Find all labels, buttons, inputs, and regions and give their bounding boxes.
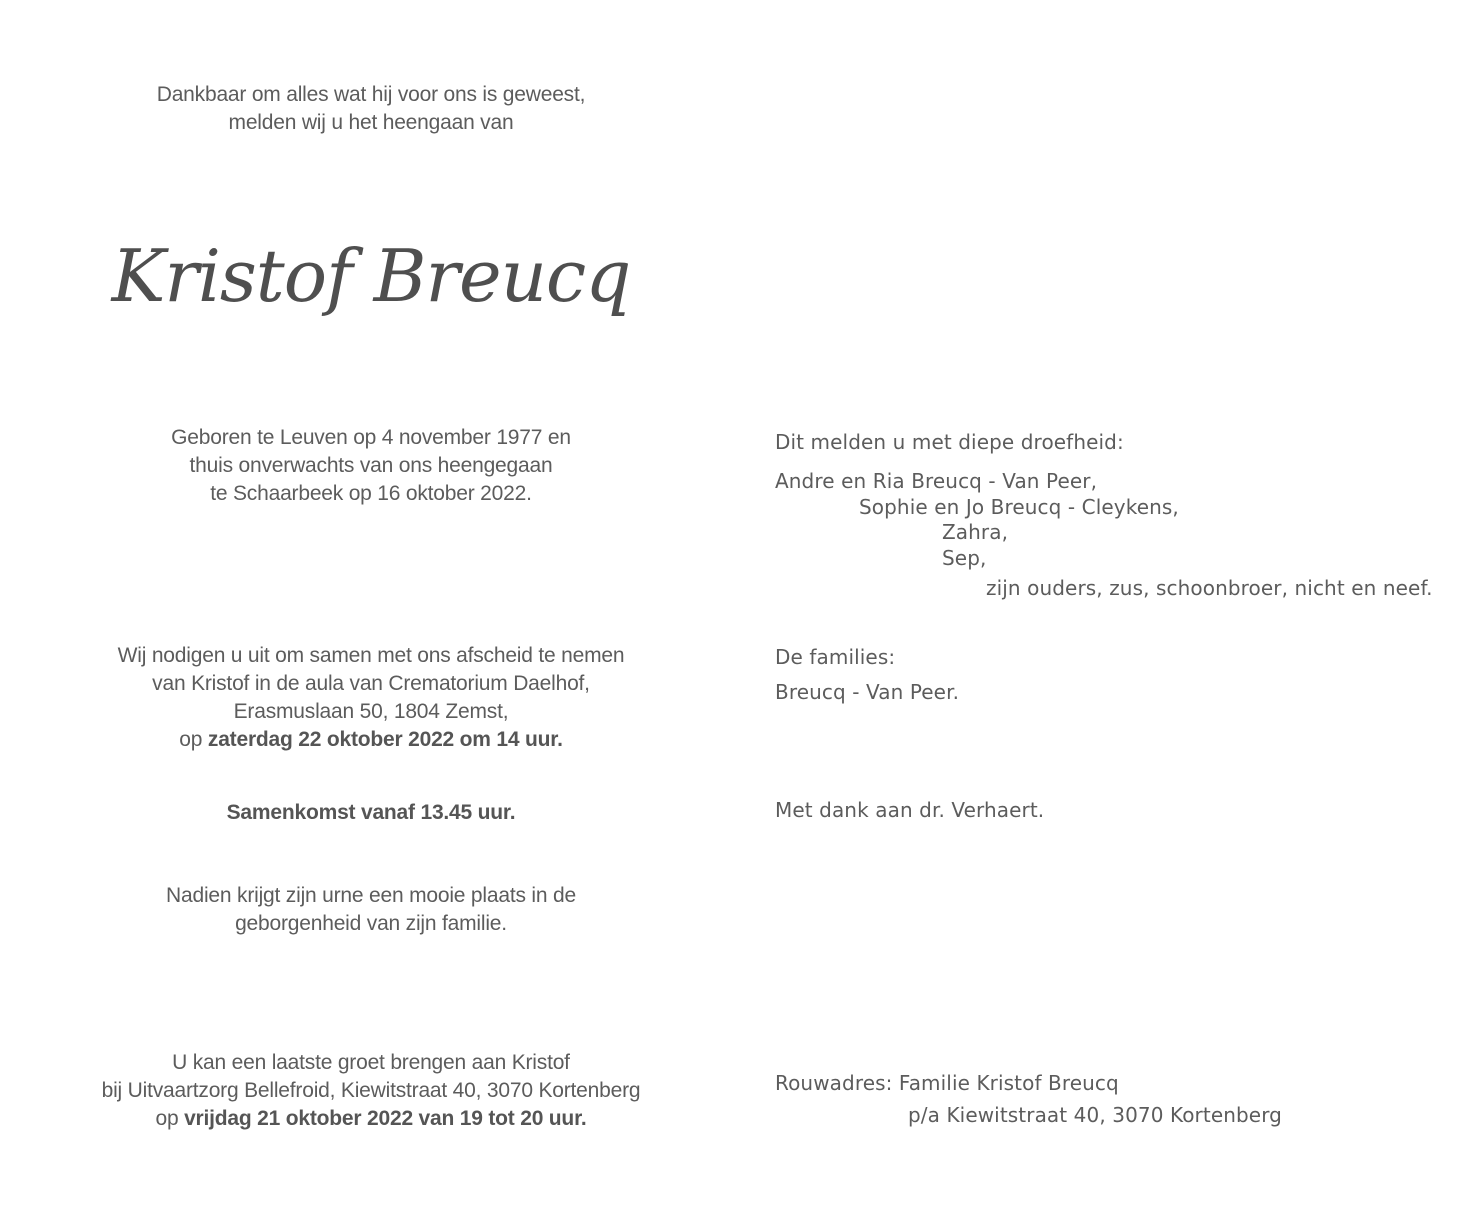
nephew-name: Sep, (942, 546, 987, 570)
invitation-line-3: Erasmuslaan 50, 1804 Zemst, (233, 700, 509, 723)
urn-text (0, 882, 742, 938)
farewell-date: vrijdag 21 oktober 2022 van 19 tot 20 uur. (184, 1107, 587, 1130)
niece-name: Zahra, (942, 520, 1009, 544)
invitation-line-4 (0, 726, 742, 754)
intro-text (0, 81, 742, 137)
farewell-line-2: bij Uitvaartzorg Bellefroid, Kiewitstraat 40, 3070 Kortenberg (101, 1079, 641, 1102)
announcement-heading: Dit melden u met diepe droefheid: (775, 430, 1124, 454)
ceremony-date: zaterdag 22 oktober 2022 om 14 uur. (207, 728, 563, 751)
thanks-text: Met dank aan dr. Verhaert. (775, 798, 1045, 822)
invitation-prefix: op (179, 728, 208, 751)
invitation-line-1: Wij nodigen u uit om samen met ons afscheid te nemen (117, 644, 625, 667)
farewell-text (0, 1049, 742, 1133)
birth-text (0, 424, 742, 508)
urn-line-2: geborgenheid van zijn familie. (235, 912, 507, 935)
birth-line-1: Geboren te Leuven op 4 november 1977 en (171, 426, 571, 449)
address-line-1: Rouwadres: Familie Kristof Breucq (775, 1071, 1119, 1095)
deceased-name: Kristof Breucq (111, 234, 631, 318)
gathering-text (0, 799, 742, 827)
families-heading: De families: (775, 645, 896, 669)
urn-line-1: Nadien krijgt zijn urne een mooie plaats in de (166, 884, 576, 907)
farewell-line-3 (0, 1105, 742, 1133)
gathering-time: Samenkomst vanaf 13.45 uur. (226, 801, 516, 824)
invitation-line-2: van Kristof in de aula van Crematorium Daelhof, (152, 672, 590, 695)
families-names: Breucq - Van Peer. (775, 680, 960, 704)
farewell-prefix: op (155, 1107, 185, 1130)
sister-names: Sophie en Jo Breucq - Cleykens, (859, 495, 1179, 519)
address-line-2: p/a Kiewitstraat 40, 3070 Kortenberg (908, 1103, 1282, 1127)
invitation-text (0, 642, 742, 754)
intro-line-2: melden wij u het heengaan van (228, 111, 514, 134)
parents-names: Andre en Ria Breucq - Van Peer, (775, 469, 1098, 493)
intro-line-1: Dankbaar om alles wat hij voor ons is geweest, (156, 83, 586, 106)
birth-line-2: thuis onverwachts van ons heengegaan (189, 454, 553, 477)
birth-line-3: te Schaarbeek op 16 oktober 2022. (210, 482, 532, 505)
relation-text: zijn ouders, zus, schoonbroer, nicht en neef. (986, 576, 1433, 600)
farewell-line-1: U kan een laatste groet brengen aan Kristof (172, 1051, 570, 1074)
